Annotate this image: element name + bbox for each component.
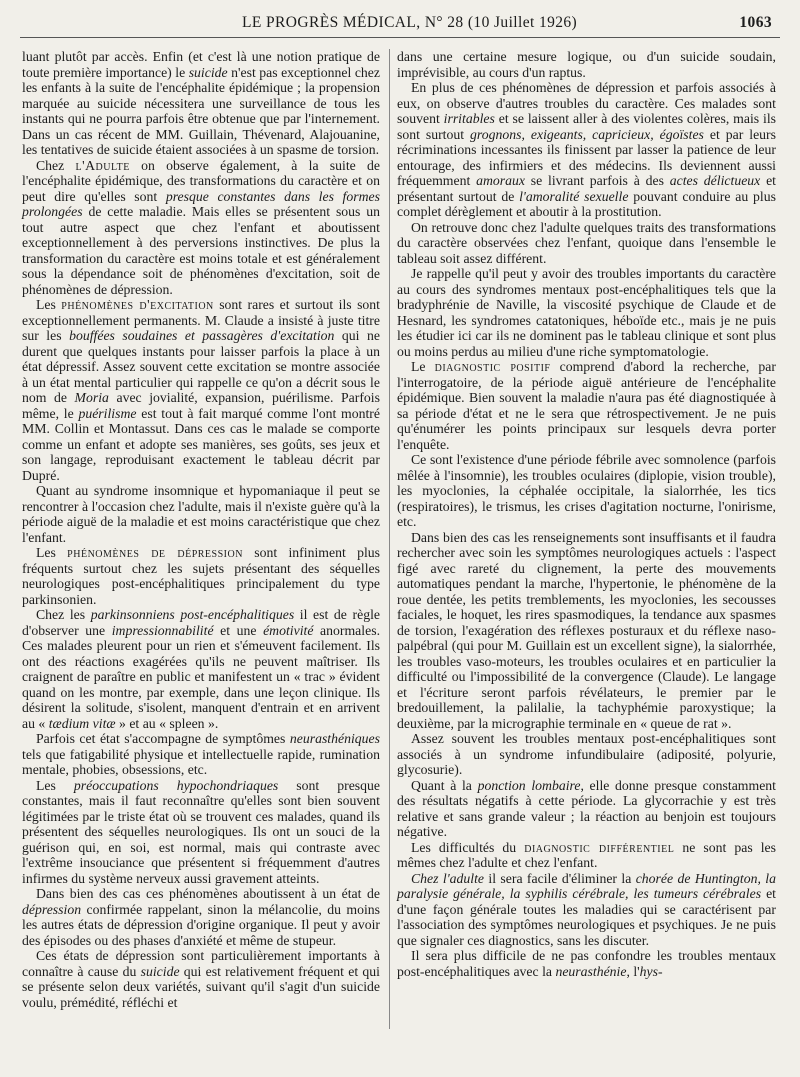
italic-text: émotivité	[263, 622, 314, 638]
text-run: » et au « spleen ».	[115, 715, 219, 731]
text-run: Chez les	[36, 607, 91, 622]
paragraph	[22, 483, 380, 545]
text-run: Dans bien des cas ces phénomènes aboutissent à un état de	[36, 886, 380, 901]
small-caps-text: phénomènes de dépression	[67, 545, 243, 560]
text-run: anormales. Ces malades pleurent pour un rien et s'émeuvent facilement. Ils ont des réactions exagérées qu'ils ne peuvent maîtriser. Ils craignent de paraître en public et manifestent un « trac » évident quand on les montre, par exemple, dans une leçon clinique. Ils désirent la solitude, s'isolent, manquent d'entrain et en arrivent au «	[22, 622, 381, 731]
paragraph	[397, 530, 776, 732]
text-run: Les	[36, 777, 74, 793]
paragraph	[397, 731, 776, 778]
italic-text: impressionnabilité	[111, 622, 214, 638]
paragraph	[397, 778, 776, 840]
paragraph	[397, 220, 776, 267]
paragraph	[22, 731, 380, 778]
text-run: et se laissent aller à des violentes colères, mais ils sont surtout	[397, 111, 777, 142]
text-run: n'est pas exceptionnel chez les enfants à la suite de l'encéphalite épidémique ; la propension marquée au suicide nécessitera une surveillance de tous les instants qui ne pourra parfois être obtenue que par l'internement. Dans un cas récent de MM. Guillain, Thévenard, Alajouanine, les tentatives de suicide étaient associées à un spasme de torsion.	[22, 64, 381, 157]
italic-text: tædium vitæ	[48, 715, 116, 731]
text-run: ne sont pas les mêmes chez l'adulte et chez l'enfant.	[397, 839, 776, 870]
text-run: sont rares et surtout ils sont exceptionnellement permanents. M. Claude a insisté à juste titre sur les	[22, 297, 380, 343]
text-run: de cette maladie. Mais elles se présentent sous un tout autre aspect que chez l'enfant et aboutissent exceptionnellement à des perversions instinctives. De plus la transformation du caractère est moins totale et est généralement sous la dépendance soit de phénomènes d'excitation, soit de phénomènes de dépression.	[22, 204, 380, 297]
paragraph	[397, 266, 776, 359]
text-run: Le	[411, 359, 435, 374]
right-column	[397, 49, 776, 979]
text-run: on observe également, à la suite de l'encéphalite épidémique, des transformations du caractère et on peut dire qu'elles sont	[22, 157, 380, 204]
small-caps-text: diagnostic positif	[434, 359, 551, 374]
italic-text: hys-	[639, 963, 663, 979]
text-run: Ces états de dépression sont particulièrement importants à connaître à cause du	[22, 948, 380, 979]
text-run: est tout à fait marqué comme l'ont montré MM. Collin et Montassut. Dans ces cas le malade se comporte comme un enfant et adopte ses manières, ses goûts, ses jeux et son langage, reproduisant exactement le tableau décrit par Dupré.	[22, 405, 380, 483]
italic-text: puérilisme	[78, 405, 137, 421]
text-run: et par leurs récriminations incessantes ils finissent par lasser la patience de leur entourage, des infirmiers et des médecins. Ils deviennent aussi fréquemment	[397, 126, 776, 188]
italic-text: neurasthénie	[555, 963, 627, 979]
italic-text: suicide	[188, 64, 228, 80]
paragraph	[22, 948, 380, 1010]
paragraph	[397, 840, 776, 871]
italic-text: Moria	[74, 390, 109, 405]
text-run: sont presque constantes, mais il faut reconnaître qu'elles sont bien souvent légitimées par le triste état où se trouvent ces malades, quand ils présentent des séquelles neurologiques. Ils ont un souci de la guérison qui, en soi, est normal, mais qui contraste avec l'extrême insouciance que présentent si fréquemment d'autres infirmes du système nerveux aussi gravement atteints.	[22, 777, 381, 886]
italic-text: chorée de Huntington, la paralysie générale, la syphilis cérébrale, les tumeurs cérébrales	[397, 870, 776, 901]
text-run: dans une certaine mesure logique, ou d'un suicide soudain, imprévisible, au cours d'un raptus.	[397, 49, 776, 80]
text-run: Quant à la	[411, 777, 478, 793]
running-title: LE PROGRÈS MÉDICAL, N° 28 (10 Juillet 1926)	[242, 14, 578, 31]
running-header	[20, 14, 780, 34]
italic-text: Chez l'adulte	[411, 870, 485, 886]
small-caps-text: phénomènes d'excitation	[61, 297, 214, 312]
text-run: qui est relativement fréquent et qui se présente selon deux variétés, suivant qu'il s'agit d'un suicide voulu, prémédité, réfléchi et	[22, 963, 380, 1010]
paragraph	[22, 297, 380, 483]
italic-text: l'amoralité sexuelle	[519, 188, 629, 204]
italic-text: actes délictueux	[669, 173, 761, 188]
small-caps-text: l'Adulte	[75, 157, 130, 173]
text-run: il est de règle d'observer une	[22, 607, 380, 638]
paragraph	[22, 778, 380, 887]
italic-text: préoccupations hypochondriaques	[73, 777, 279, 793]
text-run: il sera facile d'éliminer la	[484, 870, 636, 886]
text-run: sont infiniment plus fréquents surtout chez les sujets présentant des séquelles neurologiques post-encéphalitiques principalement du type parkinsonien.	[22, 545, 381, 607]
text-run: On retrouve donc chez l'adulte quelques traits des transformations du caractère observées chez l'enfant, quoique dans l'ensemble le tableau soit assez différent.	[397, 219, 776, 266]
italic-text: amoraux	[476, 173, 525, 188]
italic-text: bouffées soudaines et passagères d'excitation	[69, 328, 335, 343]
paragraph	[397, 871, 776, 949]
italic-text: parkinsonniens post-encéphalitiques	[90, 607, 295, 622]
paragraph	[22, 49, 380, 158]
paragraph	[22, 607, 380, 731]
text-run: confirmée rappelant, sinon la mélancolie, du moins les autres états de dépression d'origine organique. Il peut y avoir des épisodes ou des phases d'anxiété et même de stupeur.	[22, 901, 380, 948]
paragraph	[397, 80, 776, 220]
italic-text: dépression	[22, 901, 82, 917]
page-number: 1063	[739, 14, 772, 31]
paragraph	[22, 886, 380, 948]
italic-text: suicide	[140, 963, 180, 979]
text-run: , l'	[626, 963, 640, 979]
text-run: et d'une façon générale toutes les maladies qui se caractérisent par l'association des symptômes neurologiques et psychiques. Je ne puis que signaler ces diagnostics, sans les discuter.	[397, 886, 776, 948]
italic-text: ponction lombaire	[477, 777, 581, 793]
text-run: et une	[213, 622, 264, 638]
text-run: Je rappelle qu'il peut y avoir des troubles importants du caractère au cours des syndromes mentaux post-encéphalitiques tels que la bradyphrénie de Naville, la viscosité psychique de Claude et de Hesnard, les syndromes catatoniques, héboïde etc., mais je ne puis les étudier ici car ils ne dominent pas le tableau clinique et sont plus ou moins perdus au milieu d'une riche symptomatologie.	[397, 266, 776, 359]
text-run: qui ne durent que quelques instants pour laisser parfois la place à un état dépressif. Assez souvent cette excitation se montre associée à un état mental particulier qui rappelle ce qu'on a décrit sous le nom de	[22, 328, 380, 405]
italic-text: irritables	[443, 111, 495, 126]
paragraph	[397, 452, 776, 530]
italic-text: presque constantes dans les formes prolongées	[22, 188, 380, 219]
header-rule	[20, 37, 780, 38]
text-run: comprend d'abord la recherche, par l'interrogatoire, de la période aiguë antérieure de l'encéphalite épidémique. Bien souvent la maladie n'aura pas été diagnostiquée à sa période d'état et ne le sera que rétrospectivement. Je ne puis qu'énumérer les points principaux sur lesquels devra porter l'enquête.	[397, 359, 776, 452]
paragraph	[397, 49, 776, 80]
paragraph	[22, 158, 380, 298]
paragraph	[22, 545, 380, 607]
text-run: avec jovialité, expansion, puérilisme. Parfois même, le	[22, 390, 380, 421]
text-run: Les	[36, 545, 68, 560]
text-run: Dans bien des cas les renseignements sont insuffisants et il faudra rechercher avec soin les symptômes neurologiques actuels : l'aspect figé avec rareté du clignement, la perte des mouvements automatiques pendant la marche, l'hypertonie, le phénomène de la roue dentée, les petits tremblements, les myoclonies, les secousses faciales, le hoquet, les rires spasmodiques, la tendance aux spasmes de torsion, l'exagération des réflexes posturaux et du réflexe naso-palpébral (qui pour M. Guillain est un excellent signe), la sialorrhée, les troubles vaso-moteurs, les troubles oculaires et en particulier la difficulté ou l'impossibilité de la convergence (Claude). Le langage et l'écriture seront parfois révélateurs, le premier par le bredouillement, la palilalie, la tachyphémie paroxystique; la deuxième, par la micrographie terminale en « queue de rat ».	[397, 529, 776, 731]
text-run: Chez	[36, 157, 76, 173]
text-run: tels que fatigabilité physique et intellectuelle rapide, rumination mentale, phobies, obsessions, etc.	[22, 746, 380, 777]
left-column	[22, 49, 380, 1010]
text-run: Parfois cet état s'accompagne de symptômes	[36, 731, 290, 746]
text-run: Quant au syndrome insomnique et hypomaniaque il peut se rencontrer à l'occasion chez l'adulte, mais il n'existe guère qu'à la période aiguë de la maladie et est moins caractéristique que chez l'enfant.	[22, 483, 380, 545]
text-run: Les difficultés du	[411, 839, 525, 855]
text-run: Assez souvent les troubles mentaux post-encéphalitiques sont associés à un syndrome infundibulaire (adiposité, polyurie, glycosurie).	[397, 731, 776, 777]
paragraph	[397, 948, 776, 979]
small-caps-text: diagnostic différentiel	[524, 839, 675, 855]
text-run: Ce sont l'existence d'une période fébrile avec somnolence (parfois mêlée à l'insomnie), les troubles oculaires (diplopie, vision trouble), les myoclonies, la céphalée occipitale, la sialorrhée, les tics (respiratoires), le trismus, les crises d'agitation nocturne, l'onirisme, etc.	[397, 452, 776, 529]
paragraph	[397, 359, 776, 452]
text-run: se livrant parfois à des	[525, 173, 670, 188]
italic-text: neurasthéniques	[289, 731, 380, 746]
column-divider	[389, 49, 390, 1029]
text-run: En plus de ces phénomènes de dépression et parfois associés à eux, on observe d'autres troubles du caractère. Ces malades sont souvent	[397, 80, 776, 126]
italic-text: grognons, exigeants, capricieux, égoïstes	[470, 126, 704, 142]
text-run: Il sera plus difficile de ne pas confondre les troubles mentaux post-encéphalitiques avec la	[397, 948, 776, 979]
text-run: Les	[36, 297, 62, 312]
text-run: luant plutôt par accès. Enfin (et c'est là une notion pratique de toute première importance) le	[22, 49, 380, 80]
text-run: et présentant surtout de	[397, 173, 776, 204]
text-run: , elle donne presque constamment des résultats négatifs à cette période. La glycorrachie y est très relative et sans grande valeur ; la réaction au benjoin est toujours négative.	[397, 777, 776, 839]
text-run: pouvant conduire au plus complet dérèglement et aboutir à la prostitution.	[397, 188, 776, 219]
